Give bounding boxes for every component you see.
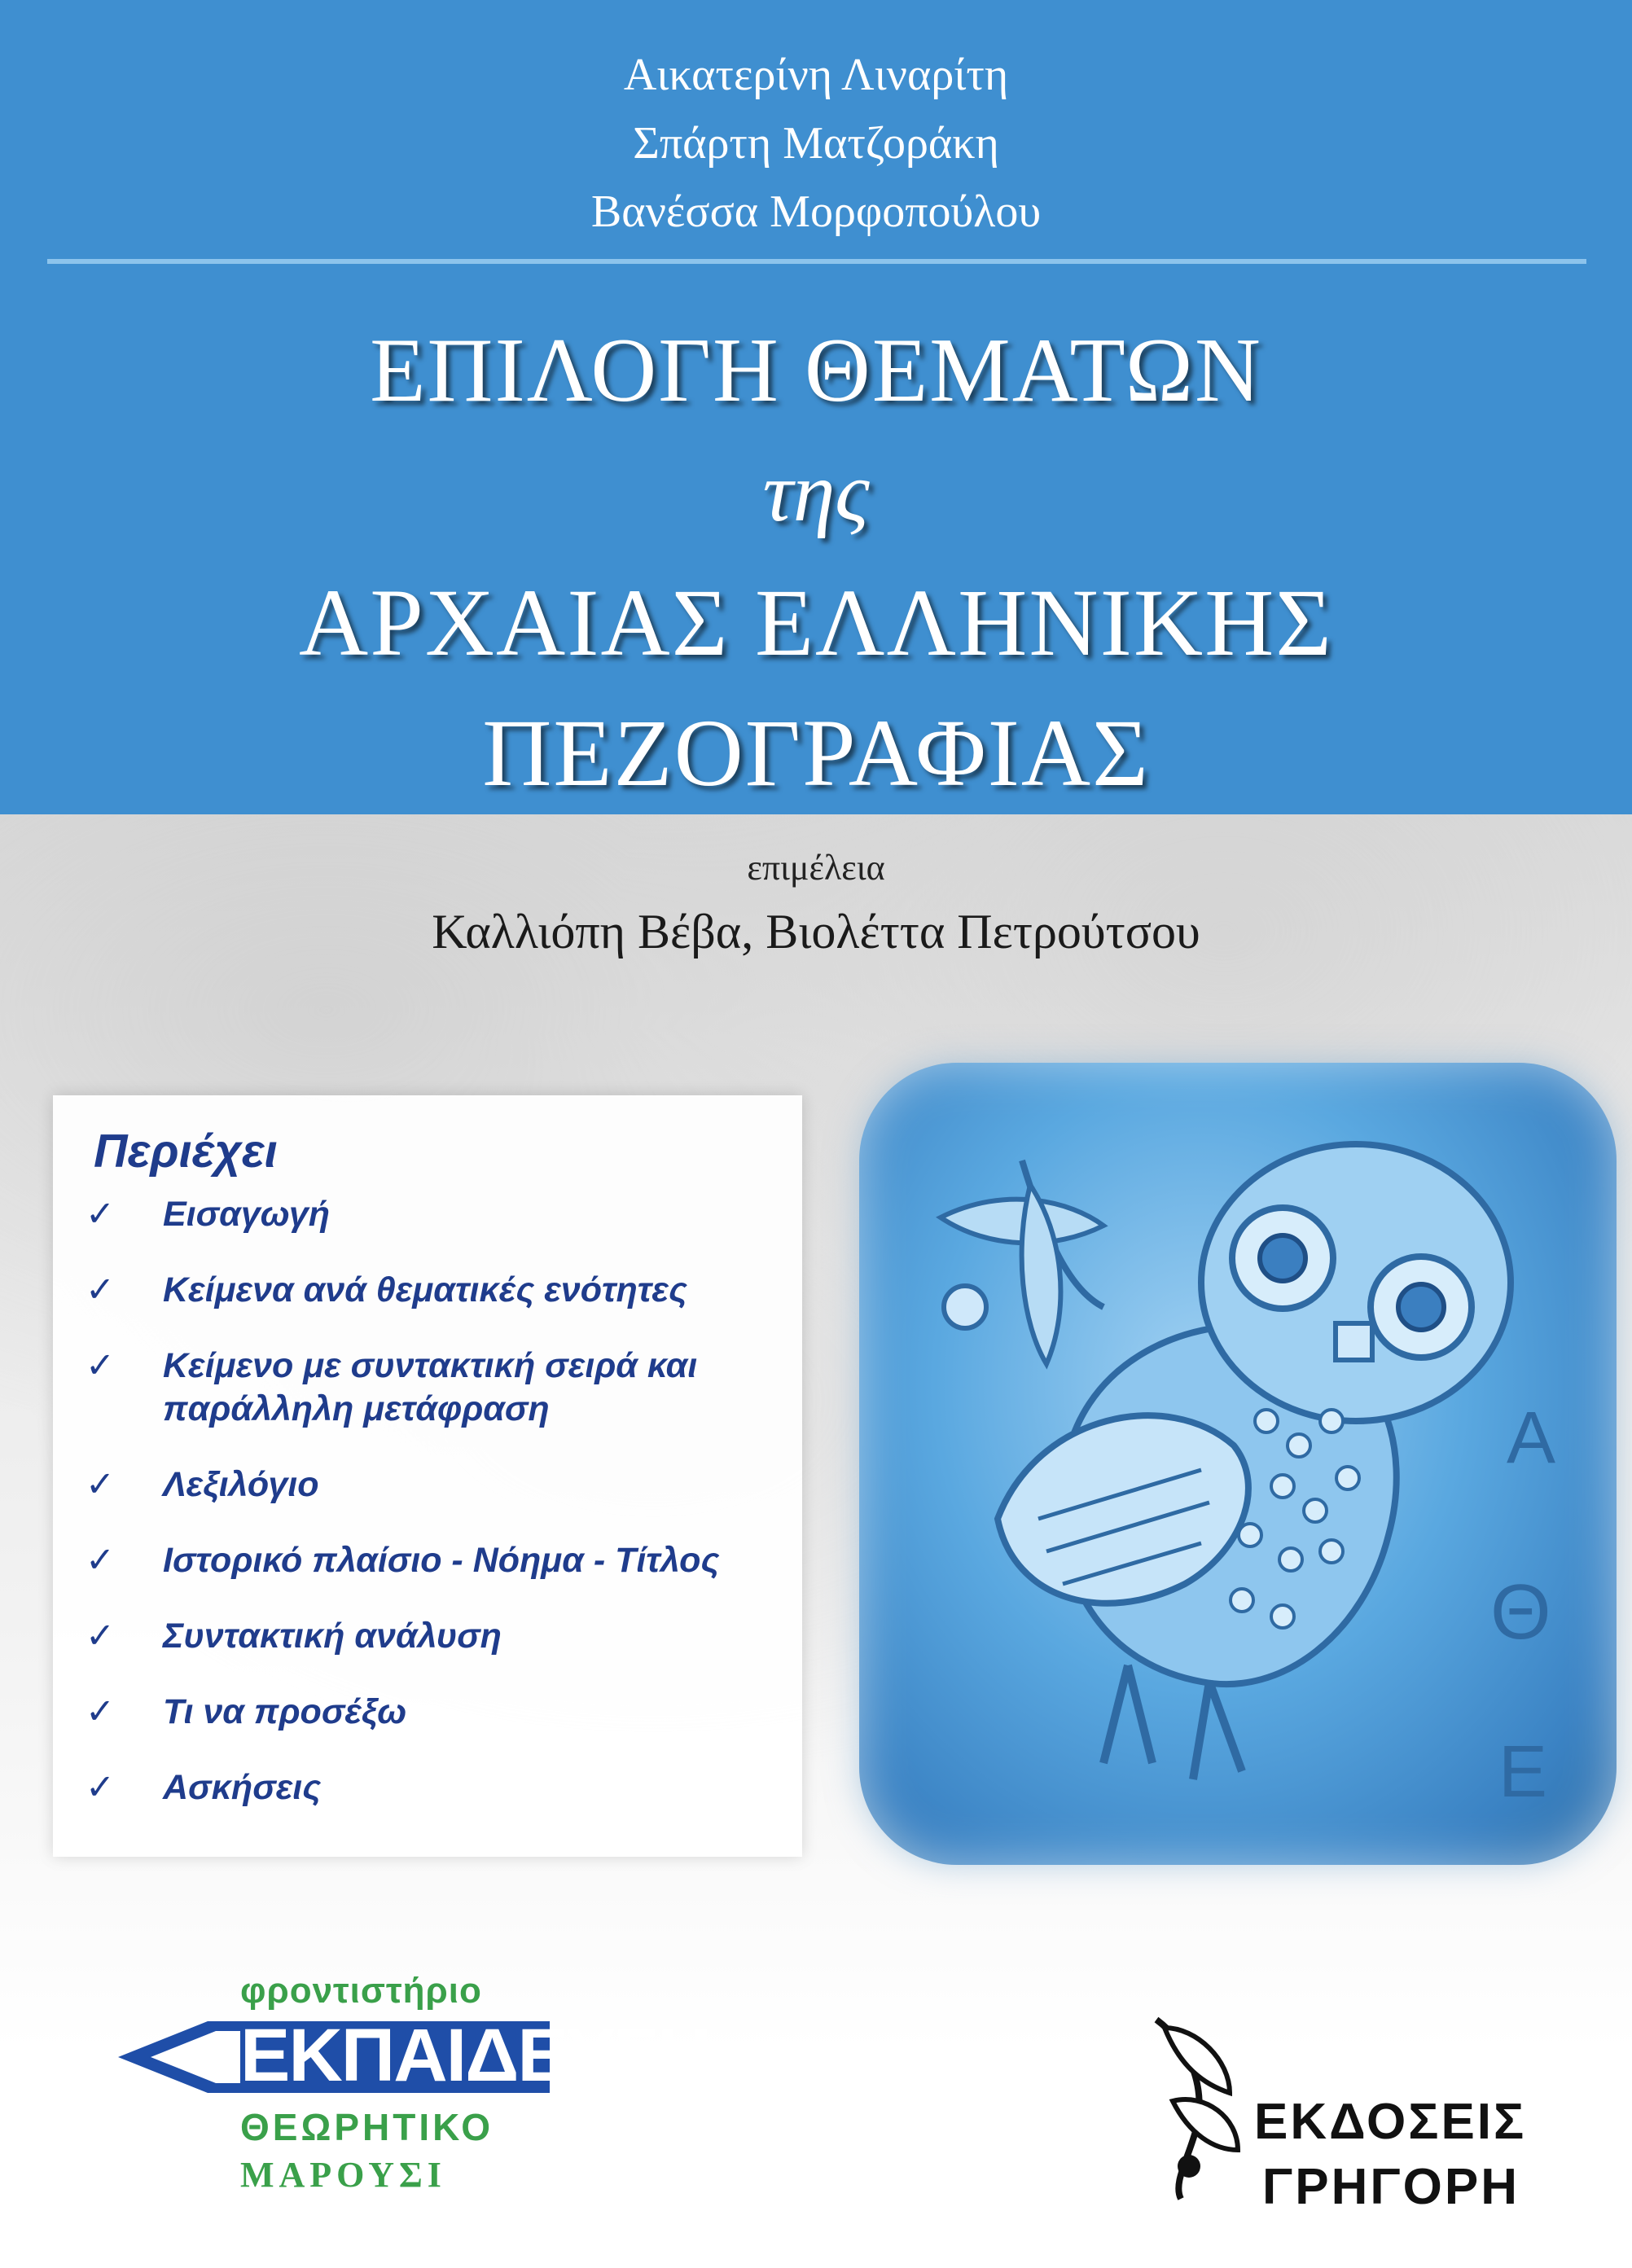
author-name: Σπάρτη Ματζοράκη	[633, 118, 999, 169]
checkmark-icon: ✓	[86, 1617, 116, 1656]
list-item-label: Συντακτική ανάλυση	[163, 1617, 502, 1656]
checkmark-icon: ✓	[86, 1692, 116, 1731]
publisher-name-line-2: ΓΡΗΓΟΡΗ	[1262, 2159, 1520, 2215]
title-line-4: ΠΕΖΟΓΡΑΦΙΑΣ	[482, 700, 1150, 806]
contents-heading: Περιέχει	[94, 1125, 278, 1178]
list-item	[86, 1766, 725, 1810]
owl-coin-image	[859, 1063, 1617, 1865]
dove-icon	[1140, 1995, 1254, 2207]
author-name: Βανέσσα Μορφοπούλου	[590, 186, 1042, 237]
contents-list	[86, 1193, 725, 1842]
logo-main-text: ΕΚΠΑΙΔΕΥΣΗ	[240, 2014, 710, 2097]
checkmark-icon: ✓	[86, 1768, 116, 1807]
title-line-2: της	[762, 445, 870, 539]
logo-tagline: φροντιστήριο	[240, 1971, 482, 2011]
list-item-label: Ιστορικό πλαίσιο - Νόημα - Τίτλος	[163, 1541, 720, 1580]
checkmark-icon: ✓	[86, 1465, 116, 1504]
publisher-logo	[1140, 1995, 1531, 2231]
coin-letter: Ε	[1498, 1731, 1548, 1813]
checkmark-icon: ✓	[86, 1346, 116, 1385]
checkmark-icon: ✓	[86, 1195, 116, 1234]
checkmark-icon: ✓	[86, 1541, 116, 1580]
list-item	[86, 1615, 725, 1658]
coin-letter: Α	[1507, 1397, 1556, 1479]
title-line-3: ΑΡΧΑΙΑΣ ΕΛΛΗΝΙΚΗΣ	[298, 569, 1333, 676]
editing-label: επιμέλεια	[747, 848, 885, 888]
author-name: Αικατερίνη Λιναρίτη	[623, 50, 1009, 100]
contents-panel	[53, 1095, 802, 1857]
list-item	[86, 1345, 725, 1431]
list-item-label: Κείμενο με συντακτική σειρά και παράλληλη μετάφραση	[163, 1346, 698, 1428]
list-item-label: Εισαγωγή	[163, 1195, 331, 1234]
book-title	[0, 309, 1632, 814]
title-line-1: ΕΠΙΛΟΓΗ ΘΕΜΑΤΩΝ	[370, 320, 1262, 421]
logo-location: ΜΑΡΟΥΣΙ	[240, 2155, 446, 2195]
logo-subtitle: ΘΕΩΡΗΤΙΚΟ	[240, 2106, 494, 2148]
list-item-label: Λεξιλόγιο	[163, 1465, 319, 1504]
list-item-label: Κείμενα ανά θεματικές ενότητες	[163, 1270, 687, 1309]
publisher-name-line-1: ΕΚΔΟΣΕΙΣ	[1254, 2094, 1527, 2150]
checkmark-icon: ✓	[86, 1270, 116, 1309]
list-item-label: Τι να προσέξω	[163, 1692, 407, 1731]
coin-letter: Θ	[1490, 1568, 1551, 1656]
authors	[0, 41, 1632, 246]
list-item	[86, 1691, 725, 1734]
list-item	[86, 1269, 725, 1312]
list-item	[86, 1539, 725, 1582]
list-item	[86, 1463, 725, 1507]
editor-names: Καλλιόπη Βέβα, Βιολέττα Πετρούτσου	[432, 905, 1200, 959]
list-item-label: Ασκήσεις	[163, 1768, 322, 1807]
school-logo	[118, 1971, 710, 2207]
list-item	[86, 1193, 725, 1236]
divider	[47, 259, 1586, 264]
